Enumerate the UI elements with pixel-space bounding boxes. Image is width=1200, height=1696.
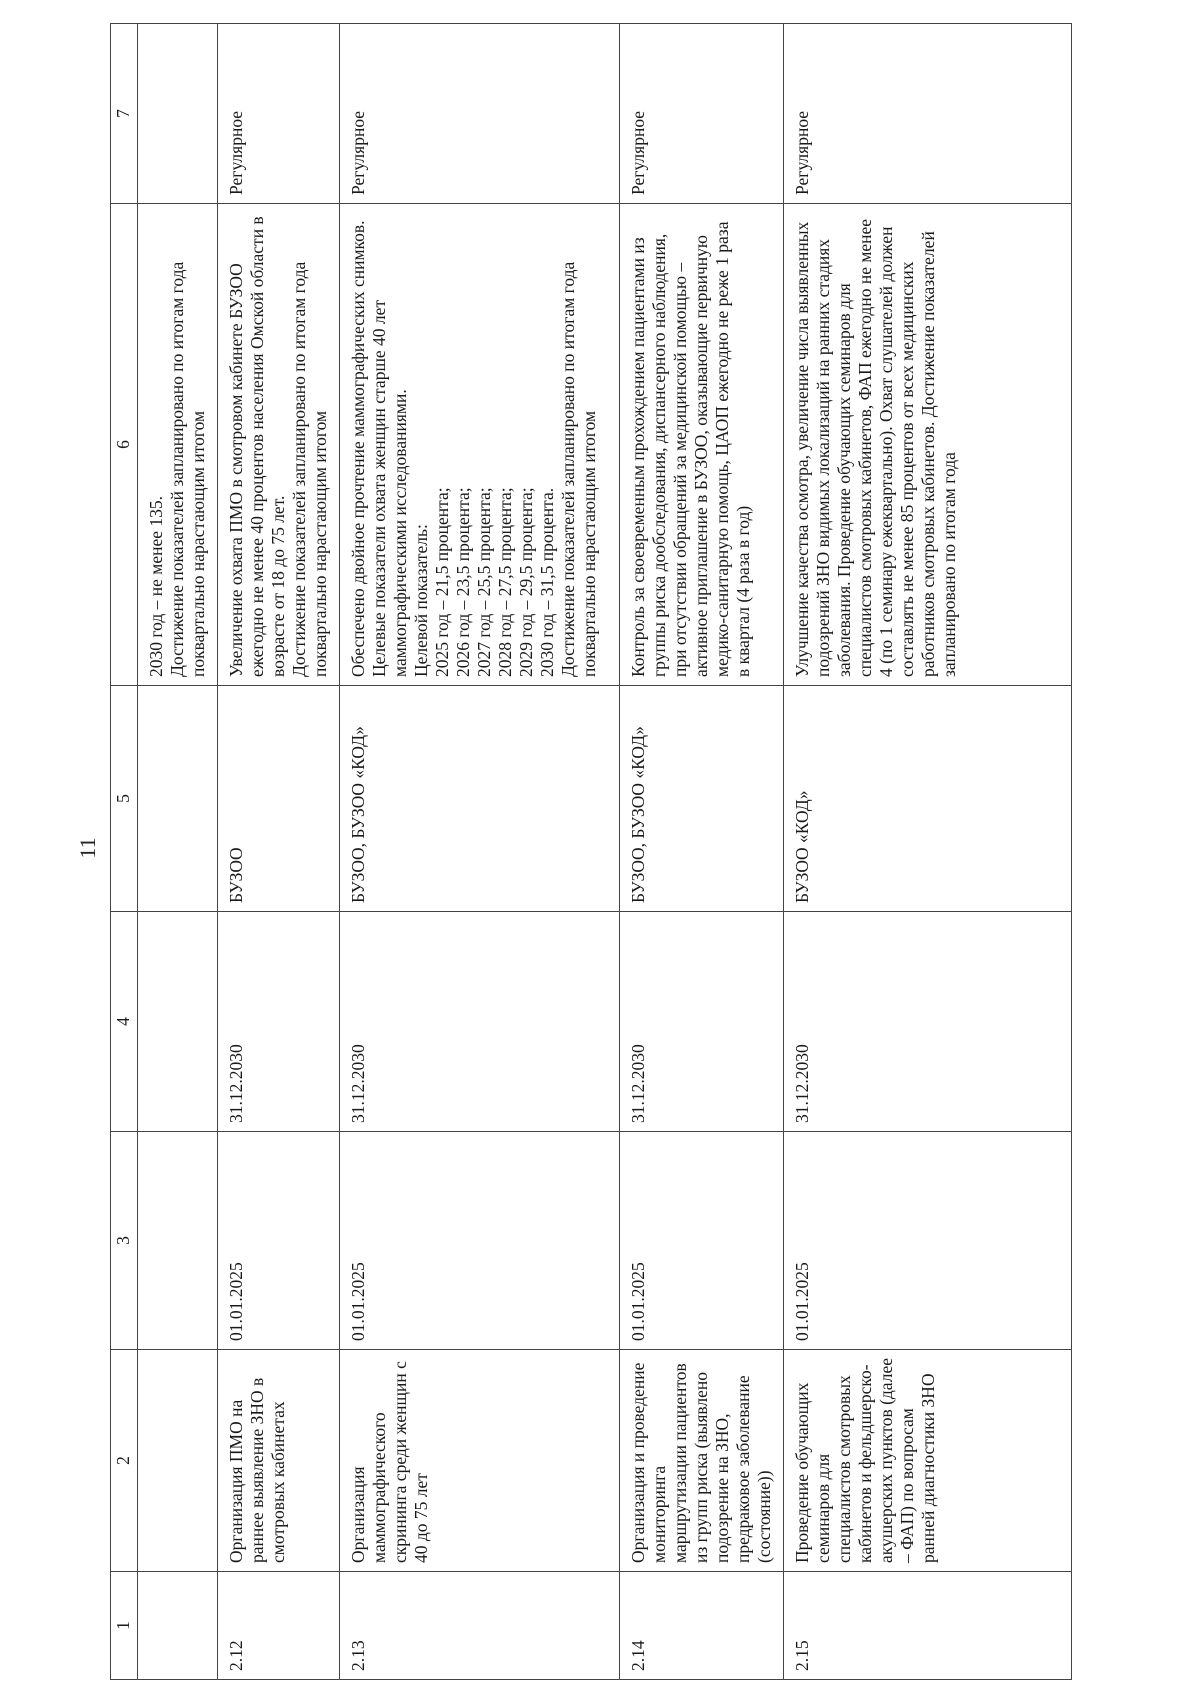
- start-date: 01.01.2025: [620, 1132, 784, 1350]
- plan-table: [110, 23, 1072, 1680]
- result-line: Увеличение охвата ПМО в смотровом кабинете БУЗОО ежегодно не менее 40 процентов населения Омской области в возрасте от 18 до 75 лет.: [226, 216, 288, 677]
- column-header: 7: [111, 24, 138, 204]
- end-date: 31.12.2030: [784, 912, 1072, 1132]
- measure-name: Организация маммографического скрининга среди женщин с 40 до 75 лет: [340, 1350, 620, 1572]
- table-row: [784, 24, 1072, 1680]
- column-header: 4: [111, 912, 138, 1132]
- result-line: Достижение показателей запланировано по итогам года поквартально нарастающим итогом: [558, 261, 599, 677]
- end-date: 31.12.2030: [620, 912, 784, 1132]
- page-number: 11: [75, 837, 100, 859]
- expected-result: [620, 204, 784, 686]
- result-line: Целевой показатель:: [411, 524, 431, 677]
- result-line: Улучшение качества осмотра, увеличение числа выявленных подозрений ЗНО видимых локализаций на ранних стадиях заболевания. Проведение обучающих семинаров для специалистов смотровых кабинетов, ФАП ежегодно не менее 4 (по 1 семинару ежеквартально). Охват слушателей должен составлять не менее 85 процентов от всех медицинских работников смотровых кабинетов. Достижение показателей запланировано по итогам года: [792, 218, 959, 677]
- periodicity: [138, 24, 218, 204]
- row-number: 2.13: [340, 1572, 620, 1680]
- periodicity: Регулярное: [784, 24, 1072, 204]
- measure-name: Организация ПМО на раннее выявление ЗНО в смотровых кабинетах: [218, 1350, 340, 1572]
- result-line: 2030 год – 31,5 процента.: [537, 487, 557, 677]
- result-line: 2027 год – 25,5 процента;: [474, 487, 494, 677]
- column-header: 3: [111, 1132, 138, 1350]
- column-header: 2: [111, 1350, 138, 1572]
- start-date: 01.01.2025: [218, 1132, 340, 1350]
- executor: БУЗОО «КОД»: [784, 686, 1072, 912]
- end-date: 31.12.2030: [218, 912, 340, 1132]
- expected-result: [340, 204, 620, 686]
- start-date: 01.01.2025: [340, 1132, 620, 1350]
- table-row: [340, 24, 620, 1680]
- measure-name: Организация и проведение мониторинга маршрутизации пациентов из групп риска (выявлено подозрение на ЗНО, предраковое заболевание (состояние)): [620, 1350, 784, 1572]
- table-row: [218, 24, 340, 1680]
- table-row: [138, 24, 218, 1680]
- column-header: 5: [111, 686, 138, 912]
- table-row: [620, 24, 784, 1680]
- periodicity: Регулярное: [340, 24, 620, 204]
- result-line: 2026 год – 23,5 процента;: [453, 487, 473, 677]
- expected-result: [784, 204, 1072, 686]
- column-header: 1: [111, 1572, 138, 1680]
- start-date: [138, 1132, 218, 1350]
- result-line: Достижение показателей запланировано по итогам года поквартально нарастающим итогом: [289, 261, 330, 677]
- end-date: 31.12.2030: [340, 912, 620, 1132]
- result-line: Обеспечено двойное прочтение маммографических снимков. Целевые показатели охвата женщин старше 40 лет маммографическими исследованиями.: [348, 220, 410, 677]
- executor: БУЗОО: [218, 686, 340, 912]
- executor: [138, 686, 218, 912]
- result-line: 2028 год – 27,5 процента;: [495, 487, 515, 677]
- row-number: [138, 1572, 218, 1680]
- executor: БУЗОО, БУЗОО «КОД»: [620, 686, 784, 912]
- row-number: 2.15: [784, 1572, 1072, 1680]
- measure-name: Проведение обучающих семинаров для специалистов смотровых кабинетов и фельдшерско-акушерских пунктов (далее – ФАП) по вопросам ранней диагностики ЗНО: [784, 1350, 1072, 1572]
- measure-name: [138, 1350, 218, 1572]
- column-number-row: [111, 24, 138, 1680]
- end-date: [138, 912, 218, 1132]
- expected-result: [218, 204, 340, 686]
- result-line: 2029 год – 29,5 процента;: [516, 487, 536, 677]
- executor: БУЗОО, БУЗОО «КОД»: [340, 686, 620, 912]
- rotated-page-content: [110, 24, 1072, 1680]
- result-line: Контроль за своевременным прохождением пациентами из группы риска дообследования, диспансерного наблюдения, при отсутствии обращений за медицинской помощью – активное приглашение в БУЗОО, оказывающие первичную медико-санитарную помощь, ЦАОП ежегодно не реже 1 раза в квартал (4 раза в год): [628, 221, 753, 677]
- result-line: 2030 год – не менее 135.: [146, 495, 166, 677]
- column-header: 6: [111, 204, 138, 686]
- row-number: 2.12: [218, 1572, 340, 1680]
- row-number: 2.14: [620, 1572, 784, 1680]
- expected-result: [138, 204, 218, 686]
- result-line: 2025 год – 21,5 процента;: [432, 487, 452, 677]
- periodicity: Регулярное: [218, 24, 340, 204]
- result-line: Достижение показателей запланировано по итогам года поквартально нарастающим итогом: [167, 261, 208, 677]
- periodicity: Регулярное: [620, 24, 784, 204]
- start-date: 01.01.2025: [784, 1132, 1072, 1350]
